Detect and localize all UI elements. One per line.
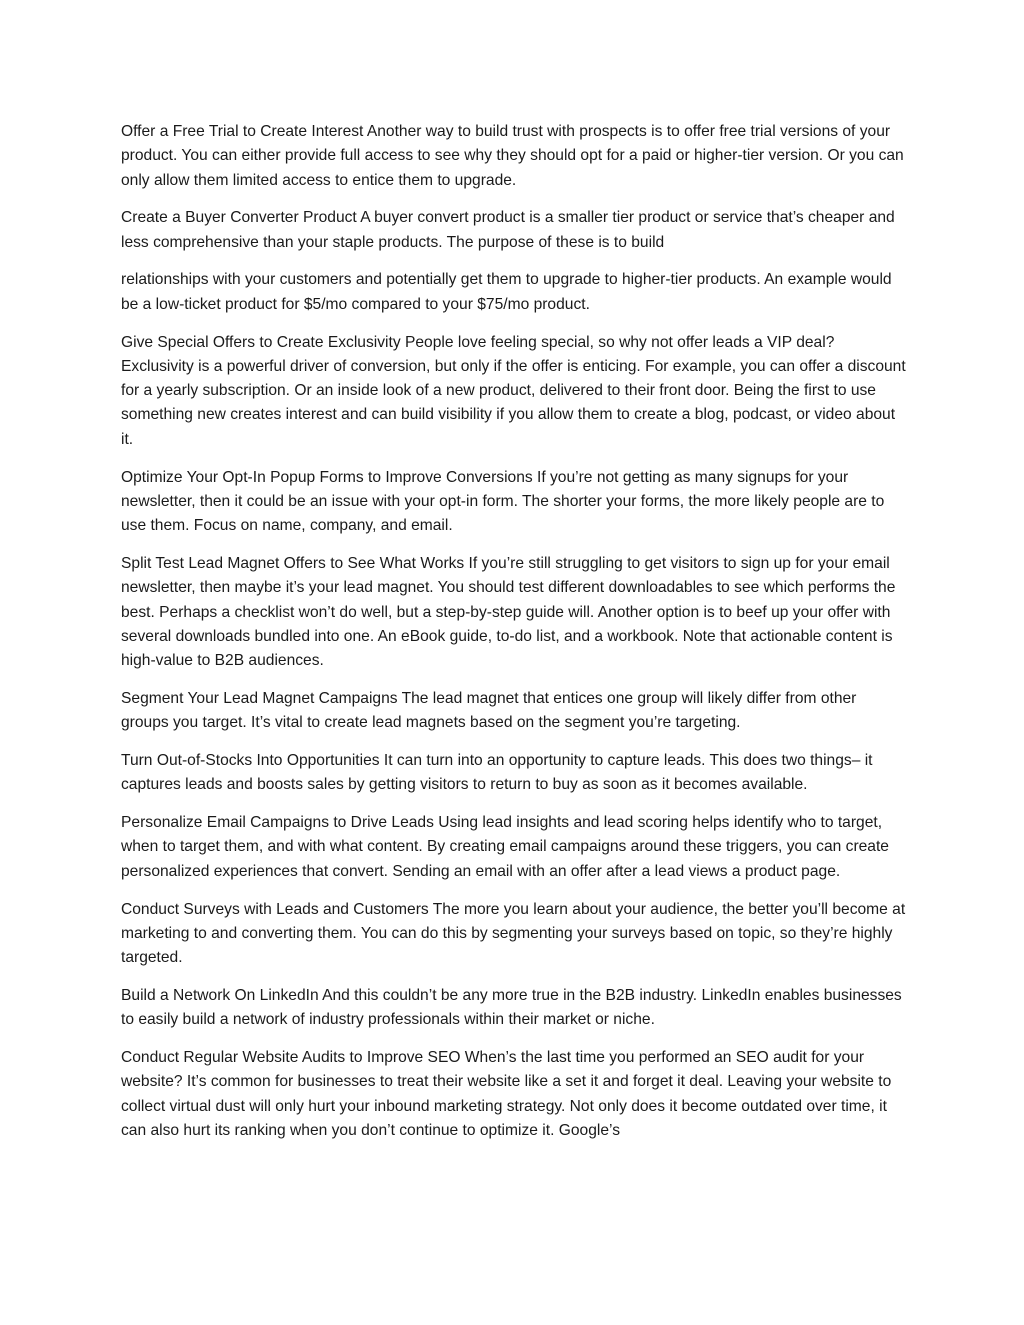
paragraph-buyer-converter: Create a Buyer Converter Product A buyer convert product is a smaller tier product or service that’s cheaper and less comprehensive than your staple products. The purpose of these is to build bbox=[121, 209, 895, 251]
paragraph-opt-in-forms: Optimize Your Opt-In Popup Forms to Improve Conversions If you’re not getting as many signups for your newsletter, then it could be an issue with your opt-in form. The shorter your forms, the more likely people are to use them. Focus on name, company, and email. bbox=[121, 468, 885, 535]
paragraph-split-test: Split Test Lead Magnet Offers to See What Works If you’re still struggling to get visitors to sign up for your email newsletter, then maybe it’s your lead magnet. You should test different downloadables to see which performs the best. Perhaps a checklist won’t do well, but a step-by-step guide will. Another option is to beef up your offer with several downloads bundled into one. An eBook guide, to-do list, and a workbook. Note that actionable content is high-value to B2B audiences. bbox=[121, 554, 896, 670]
paragraph-personalize-email: Personalize Email Campaigns to Drive Leads Using lead insights and lead scoring helps identify who to target, when to target them, and with what content. By creating email campaigns around these triggers, you can create personalized experiences that convert. Sending an email with an offer after a lead views a product page. bbox=[121, 814, 889, 880]
paragraph-special-offers: Give Special Offers to Create Exclusivity People love feeling special, so why not offer leads a VIP deal? Exclusivity is a powerful driver of conversion, but only if the offer is enticing. For example, you can offer a discount for a yearly subscription. Or an inside look of a new product, delivered to their front door. Being the first to use something new creates interest and can build visibility if you allow them to create a blog, podcast, or video about it. bbox=[121, 333, 906, 448]
paragraph-buyer-converter-continued: relationships with your customers and potentially get them to upgrade to higher-tier products. An example would be a low-ticket product for $5/mo compared to your $75/mo product. bbox=[121, 271, 892, 313]
paragraph-surveys: Conduct Surveys with Leads and Customers The more you learn about your audience, the better you’ll become at marketing to and converting them. You can do this by segmenting your surveys based on topic, so they’re highly targeted. bbox=[121, 900, 906, 967]
paragraph-free-trial: Offer a Free Trial to Create Interest Another way to build trust with prospects is to offer free trial versions of your product. You can either provide full access to see why they should opt for a paid or higher-tier version. Or you can only allow them limited access to entice them to upgrade. bbox=[121, 123, 904, 189]
paragraph-segment-campaigns: Segment Your Lead Magnet Campaigns The lead magnet that entices one group will likely differ from other groups you target. It’s vital to create lead magnets based on the segment you’re targeting. bbox=[121, 689, 857, 732]
document-body bbox=[121, 120, 906, 1157]
paragraph-seo-audits: Conduct Regular Website Audits to Improve SEO When’s the last time you performed an SEO audit for your website? It’s common for businesses to treat their website like a set it and forget it deal. Leaving your website to collect virtual dust will only hurt your inbound marketing strategy. Not only does it become outdated over time, it can also hurt its ranking when you don’t continue to optimize it. Google’s bbox=[121, 1049, 892, 1139]
paragraph-linkedin: Build a Network On LinkedIn And this couldn’t be any more true in the B2B industry. LinkedIn enables businesses to easily build a network of industry professionals within their market or niche. bbox=[121, 986, 902, 1029]
paragraph-out-of-stocks: Turn Out-of-Stocks Into Opportunities It can turn into an opportunity to capture leads. This does two things– it captures leads and boosts sales by getting visitors to return to buy as soon as it becomes available. bbox=[121, 752, 873, 794]
